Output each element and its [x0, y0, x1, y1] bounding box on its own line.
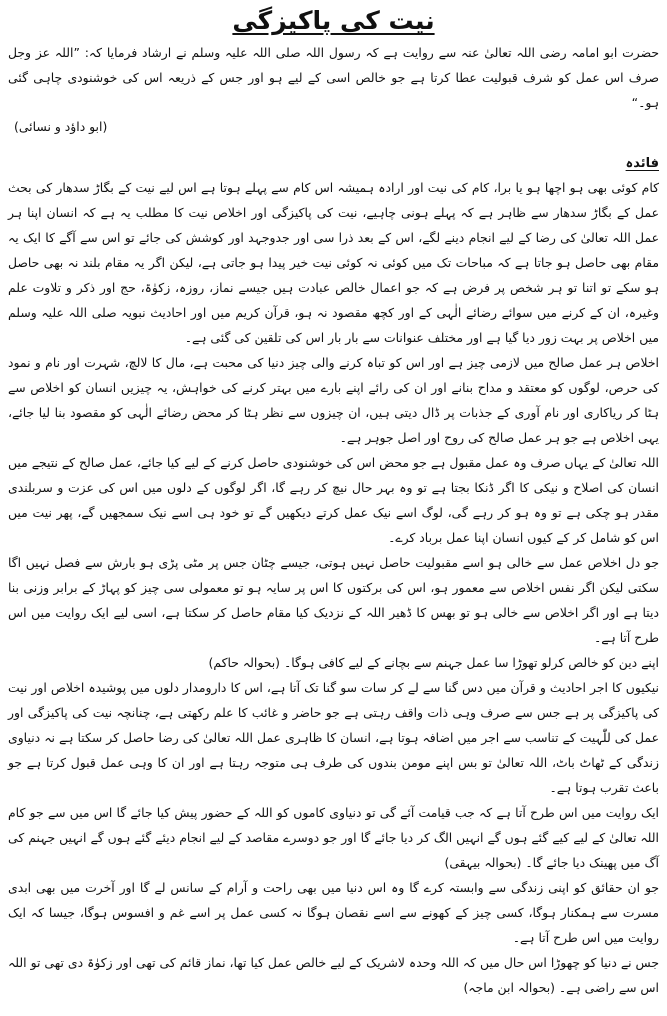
paragraph-7: جو ان حقائق کو اپنی زندگی سے وابستہ کرے گا وہ اس دنیا میں بھی راحت و آرام کے سانس لے گا اور آخرت میں بھی ابدی مسرت سے ہمکنار ہوگا، کسی چیز کے کھونے سے اسے نقصان ہوگا نہ کسی عمل پر اسے غم و افسوس ہوگا، جیسا کہ ایک روایت میں اس طرح آتا ہے۔: [8, 880, 659, 945]
intro-reference: (ابو داؤد و نسائی): [14, 119, 108, 134]
paragraph-4: جو دل اخلاص عمل سے خالی ہو اسے مقبولیت حاصل نہیں ہوتی، جیسے چٹان جس پر مٹی پڑی ہو بارش سے فصل نہیں اگا سکتی لیکن اگر نفس اخلاص سے معمور ہو، اس کی برکتوں کا اس پر سایہ ہو تو معمولی سی چیز کو پہاڑ کے برابر وزنی بنا دیتا ہے اور اگر اخلاص سے خالی ہو تو بھس کا ڈھیر اللہ کے نزدیک کیا مقام حاصل کر سکتا ہے، اسی لیے ایک روایت میں اس طرح آتا ہے۔: [8, 555, 659, 645]
paragraph-1: کام کوئی بھی ہو اچھا ہو یا برا، کام کی نیت اور ارادہ ہمیشہ اس کام سے پہلے ہوتا ہے اس لیے نیت کے بگاڑ سدھار کی بحث عمل کے بگاڑ سدھار سے ظاہر ہے کہ پہلے ہونی چاہیے، نیت کی پاکیزگی اور اخلاص نیت کا مطلب یہ ہے کہ انسان اپنا ہر عمل اللہ تعالیٰ کی رضا کے لیے انجام دینے لگے، اس کے بعد ذرا سی اور جدوجہد اور کوشش کی جائے تو اس سے آگے کا ایک یہ مقام بھی حاصل ہو جاتا ہے کہ مباحات تک میں کوئی نہ کوئی نیت خیر پیدا ہو جاتی ہے، لیکن اگر یہ مقام بلند نہ بھی حاصل ہو سکے تو اتنا تو ہر شخص پر فرض ہے کہ جو اعمال خالص عبادت ہیں جیسے نماز، روزہ، زکوٰۃ، حج اور ذکر و تلاوت علم وغیرہ، ان کے کرنے میں سوائے رضائے الٰہی کے اور کچھ مقصود نہ ہو، قرآن کریم میں اور احادیث نبویہ صلی اللہ علیہ وسلم میں اخلاص پر بہت زور دیا گیا ہے اور مختلف عنوانات سے بار بار اس کی تلقین کی گئی ہے۔: [8, 180, 659, 345]
paragraph-8: جس نے دنیا کو چھوڑا اس حال میں کہ اللہ وحدہ لاشریک کے لیے خالص عمل کیا تھا، نماز قائم کی تھی اور زکوٰۃ دی تھی تو اللہ اس سے راضی ہے۔ (بحوالہ ابن ماجہ): [8, 955, 659, 995]
benefit-heading: فائدہ: [625, 156, 659, 171]
hadith-text: اپنے دین کو خالص کرلو تھوڑا سا عمل جہنم سے بچانے کے لیے کافی ہوگا۔: [283, 655, 659, 670]
paragraph-3: اللہ تعالیٰ کے یہاں صرف وہ عمل مقبول ہے جو محض اس کی خوشنودی حاصل کرنے کے لیے کیا جائے، عمل صالح کے نتیجے میں انسان کی اصلاح و نیکی کا اگر ڈنکا بجتا ہے تو وہ بہر حال نیچ کر رہے گا، اگر لوگوں کے دلوں میں اس کی عزت و سربلندی مقدر ہو چکی ہے تو وہ ہو کر رہے گی، لوگ اسے نیک عمل کرتے دیکھیں گے تو خود ہی اسے نیک سمجھیں گے، پھر نیت میں اس کو شامل کر کے کیوں انسان اپنا عمل برباد کرے۔: [7, 455, 659, 545]
paragraph-6: ایک روایت میں اس طرح آتا ہے کہ جب قیامت آئے گی تو دنیاوی کاموں کو اللہ کے حضور پیش کیا جائے گا اس میں سے جو کام اللہ تعالیٰ کے لیے کیے گئے ہوں گے انہیں الگ کر دیا جائے گا اور جو دوسرے مقاصد کے لیے انجام دیئے گئے ہوں گے انہیں جہنم کی آگ میں پھینک دیا جائے گا۔ (بحوالہ بیہقی): [8, 805, 659, 870]
paragraph-2: اخلاص ہر عمل صالح میں لازمی چیز ہے اور اس کو تباہ کرنے والی چیز دنیا کی محبت ہے، مال کا لالچ، شہرت اور نام و نمود کی حرص، لوگوں کو معتقد و مداح بنانے اور ان کی رائے اپنے بارے میں بہتر کرنے کی خواہش، یہ چیزیں انسان کو اخلاص سے ہٹا کر ریاکاری اور نام آوری کے جذبات پر ڈال دیتی ہیں، ان چیزوں سے نظر ہٹا کر محض رضائے الٰہی کو مقصود بنا لیا جائے، یہی اخلاص ہے جو ہر عمل صالح کی روح اور اصل جوہر ہے۔: [8, 355, 659, 445]
hadith-reference: (بحوالہ حاکم): [208, 655, 280, 670]
paragraph-5: نیکیوں کا اجر احادیث و قرآن میں دس گنا سے لے کر سات سو گنا تک آتا ہے، اس کا دارومدار دلوں میں پوشیدہ اخلاص اور نیت کی پاکیزگی پر ہے جس سے صرف وہی ذات واقف رہتی ہے جو حاضر و غائب کا علم رکھتی ہے، چنانچہ نیت کی پاکیزگی اور عمل کی للّٰہیت کے تناسب سے اجر میں اضافہ ہوتا ہے، انسان کا ظاہری عمل اللہ تعالیٰ کی رضا حاصل کر سکتا ہے نہ دنیاوی زندگی کے ٹھاٹ باٹ، اللہ تعالیٰ تو بس اپنے مومن بندوں کی طرف ہی متوجہ رہتا ہے اور ان کا وہی عمل قبول کرتا ہے جو باعث تقرب ہوتا ہے۔: [8, 680, 659, 795]
intro-hadith: حضرت ابو امامہ رضی اللہ تعالیٰ عنہ سے روایت ہے کہ رسول اللہ صلی اللہ علیہ وسلم نے ارشاد فرمایا کہ: ”اللہ عز وجل صرف اس عمل کو شرف قبولیت عطا کرتا ہے جو خالص اسی کے لیے ہو اور جس کے ذریعہ اس کی خوشنودی چاہی گئی ہو۔“: [8, 45, 659, 110]
page-title: نیت کی پاکیزگی: [232, 6, 435, 35]
hadith-line: [8, 650, 659, 675]
